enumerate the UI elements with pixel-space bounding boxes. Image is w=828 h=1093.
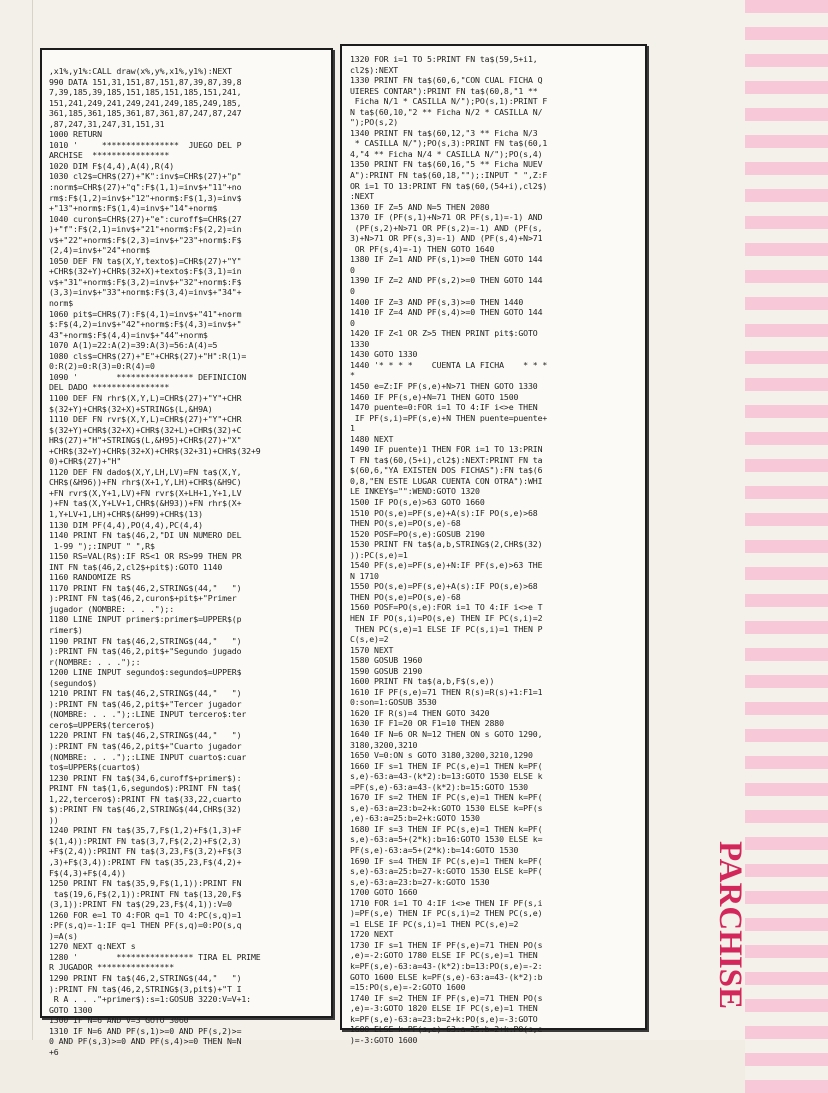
basic-listing-left: ,x1%,y1%:CALL draw(x%,y%,x1%,y1%):NEXT 990 DATA 151,31,151,87,151,87,39,87,39,8 7,39,185,39,185,151,185,151,185,151,241, 151,241,249,241,249,241,249,185,249,185, 361,185,361,185,361,87,361,87,247,87,247 ,87,247,31,247,31,151,31 1000 RETURN 1010 ' **************** JUEGO DEL P ARCHISE **************** 1020 DIM F$(4,4),A(4),R(4) 1030 cl2$=CHR$(27)+"K":inv$=CHR$(27)+"p" :norm$=CHR$(27)+"q":F$(1,1)=inv$+"11"+no rm$:F$(1,2)=inv$+"12"+norm$:F$(1,3)=inv$ +"13"+norm$:F$(1,4)=inv$+"14"+norm$ 1040 curon$=CHR$(27)+"e":curoff$=CHR$(27 )+"f":F$(2,1)=inv$+"21"+norm$:F$(2,2)=in v$+"22"+norm$:F$(2,3)=inv$+"23"+norm$:F$ (2,4)=inv$+"24"+norm$ 1050 DEF FN ta$(X,Y,texto$)=CHR$(27)+"Y" +CHR$(32+Y)+CHR$(32+X)+texto$:F$(3,1)=in v$+"31"+norm$:F$(3,2)=inv$+"32"+norm$:F$ (3,3)=inv$+"33"+norm$:F$(3,4)=inv$+"34"+ norm$ 1060 pit$=CHR$(7):F$(4,1)=inv$+"41"+norm $:F$(4,2)=inv$+"42"+norm$:F$(4,3)=inv$+" 43"+norm$:F$(4,4)=inv$+"44"+norm$ 1070 A(1)=22:A(2)=39:A(3)=56:A(4)=5 1080 cls$=CHR$(27)+"E"+CHR$(27)+"H":R(1)= 0:R(2)=0:R(3)=0:R(4)=0 1090 ' **************** DEFINICION DEL DADO **************** 1100 DEF FN rhr$(X,Y,L)=CHR$(27)+"Y"+CHR $(32+Y)+CHR$(32+X)+STRING$(L,&H9A) 1110 DEF FN rvr$(X,Y,L)=CHR$(27)+"Y"+CHR $(32+Y)+CHR$(32+X)+CHR$(32+L)+CHR$(32)+C HR$(27)+"H"+STRING$(L,&H95)+CHR$(27)+"X" +CHR$(32+Y)+CHR$(32+X)+CHR$(32+31)+CHR$(32+9 0)+CHR$(27)+"H" 1120 DEF FN dado$(X,Y,LH,LV)=FN ta$(X,Y, CHR$(&H96))+FN rhr$(X+1,Y,LH)+CHR$(&H9C) +FN rvr$(X,Y+1,LV)+FN rvr$(X+LH+1,Y+1,LV )+FN ta$(X,Y+LV+1,CHR$(&H93))+FN rhr$(X+ 1,Y+LV+1,LH)+CHR$(&H99)+CHR$(13) 1130 DIM PF(4,4),PO(4,4),PC(4,4) 1140 PRINT FN ta$(46,2,"DI UN NUMERO DEL 1-99 ");:INPUT " ",R$ 1150 RS=VAL(R$):IF RS<1 OR RS>99 THEN PR INT FN ta$(46,2,cl2$+pit$):GOTO 1140 1160 RANDOMIZE RS 1170 PRINT FN ta$(46,2,STRING$(44," ") ):PRINT FN ta$(46,2,curon$+pit$+"Primer jugador (NOMBRE: . . .");: 1180 LINE INPUT primer$:primer$=UPPER$(p rimer$) 1190 PRINT FN ta$(46,2,STRING$(44," ") ):PRINT FN ta$(46,2,pit$+"Segundo jugado r(NOMBRE: . . .");: 1200 LINE INPUT segundo$:segundo$=UPPER$ (segundo$) 1210 PRINT FN ta$(46,2,STRING$(44," ") ):PRINT FN ta$(46,2,pit$+"Tercer jugador (NOMBRE: . . .");:LINE INPUT tercero$:ter cero$=UPPER$(tercero$) 1220 PRINT FN ta$(46,2,STRING$(44," ") ):PRINT FN ta$(46,2,pit$+"Cuarto jugador (NOMBRE: . . .");:LINE INPUT cuarto$:cuar to$=UPPER$(cuarto$) 1230 PRINT FN ta$(34,6,curoff$+primer$): PRINT FN ta$(1,6,segundo$):PRINT FN ta$( 1,22,tercero$):PRINT FN ta$(33,22,cuarto $):PRINT FN ta$(46,2,STRING$(44,CHR$(32) )) 1240 PRINT FN ta$(35,7,F$(1,2)+F$(1,3)+F $(1,4)):PRINT FN ta$(3,7,F$(2,2)+F$(2,3) +F$(2,4)):PRINT FN ta$(3,23,F$(3,2)+F$(3 ,3)+F$(3,4)):PRINT FN ta$(35,23,F$(4,2)+ F$(4,3)+F$(4,4)) 1250 PRINT FN ta$(35,9,F$(1,1)):PRINT FN ta$(19,6,F$(2,1)):PRINT FN ta$(13,20,F$ (3,1)):PRINT FN ta$(29,23,F$(4,1)):V=0 1260 FOR e=1 TO 4:FOR q=1 TO 4:PC(s,q)=1 :PF(s,q)=-1:IF q=1 THEN PF(s,q)=0:PO(s,q )=A(s) 1270 NEXT q:NEXT s 1280 ' **************** TIRA EL PRIME R JUGADOR **************** 1290 PRINT FN ta$(46,2,STRING$(44," ") ):PRINT FN ta$(46,2,STRING$(3,pit$)+"T I R A . . ."+primer$):s=1:GOSUB 3220:V=V+1: GOTO 1300 1300 IF N=6 AND V=3 GOTO 3060 1310 IF N=6 AND PF(s,1)>=0 AND PF(s,2)>= 0 AND PF(s,3)>=0 AND PF(s,4)>=0 THEN N=N +6 [49,66,261,1057]
listing-column-right [340,44,647,1045]
section-title-vertical [690,830,748,1020]
section-title-text: PARCHISE [712,840,748,1010]
listing-column-left [40,48,333,1057]
binding-margin [0,0,33,1093]
basic-listing-right: 1320 FOR i=1 TO 5:PRINT FN ta$(59,5+i1, cl2$):NEXT 1330 PRINT FN ta$(60,6,"CON CUAL FICHA Q UIERES CONTAR"):PRINT FN ta$(60,8,"1 ** Ficha N/1 * CASILLA N/");PO(s,1):PRINT F N ta$(60,10,"2 ** Ficha N/2 * CASILLA N/ ");PO(s,2) 1340 PRINT FN ta$(60,12,"3 ** Ficha N/3 * CASILLA N/");PO(s,3):PRINT FN ta$(60,1 4,"4 ** Ficha N/4 * CASILLA N/");PO(s,4) 1350 PRINT FN ta$(60,16,"5 ** Ficha NUEV A"):PRINT FN ta$(60,18,"");:INPUT " ",Z:F OR i=1 TO 13:PRINT FN ta$(60,(54+i),cl2$) :NEXT 1360 IF Z=5 AND N=5 THEN 2080 1370 IF (PF(s,1)+N>71 OR PF(s,1)=-1) AND (PF(s,2)+N>71 OR PF(s,2)=-1) AND (PF(s, 3)+N>71 OR PF(s,3)=-1) AND (PF(s,4)+N>71 OR PF(s,4)=-1) THEN GOTO 1640 1380 IF Z=1 AND PF(s,1)>=0 THEN GOTO 144 0 1390 IF Z=2 AND PF(s,2)>=0 THEN GOTO 144 0 1400 IF Z=3 AND PF(s,3)>=0 THEN 1440 1410 IF Z=4 AND PF(s,4)>=0 THEN GOTO 144 0 1420 IF Z<1 OR Z>5 THEN PRINT pit$:GOTO 1330 1430 GOTO 1330 1440 '* * * * CUENTA LA FICHA * * * * 1450 e=Z:IF PF(s,e)+N>71 THEN GOTO 1330 1460 IF PF(s,e)+N=71 THEN GOTO 1500 1470 puente=0:FOR i=1 TO 4:IF i<>e THEN IF PF(s,i)=PF(s,e)+N THEN puente=puente+ 1 1480 NEXT 1490 IF puente)1 THEN FOR i=1 TO 13:PRIN T FN ta$(60,(5+i),cl2$):NEXT:PRINT FN ta $(60,6,"YA EXISTEN DOS FICHAS"):FN ta$(6 0,8,"EN ESTE LUGAR CUENTA CON OTRA"):WHI LE INKEY$="":WEND:GOTO 1320 1500 IF PO(s,e)>63 GOTO 1660 1510 PO(s,e)=PF(s,e)+A(s):IF PO(s,e)>68 THEN PO(s,e)=PO(s,e)-68 1520 POSF=PO(s,e):GOSUB 2190 1530 PRINT FN ta$(a,b,STRING$(2,CHR$(32) )):PC(s,e)=1 1540 PF(s,e)=PF(s,e)+N:IF PF(s,e)>63 THE N 1710 1550 PO(s,e)=PF(s,e)+A(s):IF PO(s,e)>68 THEN PO(s,e)=PO(s,e)-68 1560 POSF=PO(s,e):FOR i=1 TO 4:IF i<>e T HEN IF PO(s,i)=PO(s,e) THEN IF PC(s,i)=2 THEN PC(s,e)=1 ELSE IF PC(s,i)=1 THEN P C(s,e)=2 1570 NEXT 1580 GOSUB 1960 1590 GOSUB 2190 1600 PRINT FN ta$(a,b,F$(s,e)) 1610 IF PF(s,e)=71 THEN R(s)=R(s)+1:F1=1 0:son=1:GOSUB 3530 1620 IF R(s)=4 THEN GOTO 3420 1630 IF F1=20 OR F1=10 THEN 2880 1640 IF N=6 OR N=12 THEN ON s GOTO 1290, 3180,3200,3210 1650 V=0:ON s GOTO 3180,3200,3210,1290 1660 IF s=1 THEN IF PC(s,e)=1 THEN k=PF( s,e)-63:a=43-(k*2):b=13:GOTO 1530 ELSE k =PF(s,e)-63:a=43-(k*2):b=15:GOTO 1530 1670 IF s=2 THEN IF PC(s,e)=1 THEN k=PF( s,e)-63:a=23:b=2+k:GOTO 1530 ELSE k=PF(s ,e)-63:a=25:b=2+k:GOTO 1530 1680 IF s=3 THEN IF PC(s,e)=1 THEN k=PF( s,e)-63:a=5+(2*k):b=16:GOTO 1530 ELSE k= PF(s,e)-63:a=5+(2*k):b=14:GOTO 1530 1690 IF s=4 THEN IF PC(s,e)=1 THEN k=PF( s,e)-63:a=25:b=27-k:GOTO 1530 ELSE k=PF( s,e)-63:a=23:b=27-k:GOTO 1530 1700 GOTO 1660 1710 FOR i=1 TO 4:IF i<>e THEN IF PF(s,i )=PF(s,e) THEN IF PC(s,i)=2 THEN PC(s,e) =1 ELSE IF PC(s,i)=1 THEN PC(s,e)=2 1720 NEXT 1730 IF s=1 THEN IF PF(s,e)=71 THEN PO(s ,e)=-2:GOTO 1780 ELSE IF PC(s,e)=1 THEN k=PF(s,e)-63:a=43-(k*2):b=13:PO(s,e)=-2: GOTO 1600 ELSE k=PF(s,e)-63:a=43-(k*2):b =15:PO(s,e)=-2:GOTO 1600 1740 IF s=2 THEN IF PF(s,e)=71 THEN PO(s ,e)=-3:GOTO 1820 ELSE IF PC(s,e)=1 THEN k=PF(s,e)-63:a=23:b=2+k:PO(s,e)=-3:GOTO 1600 ELSE k=PF(s,e)-63:a=25:b=2+k:PO(s,e )=-3:GOTO 1600 [350,54,548,1045]
